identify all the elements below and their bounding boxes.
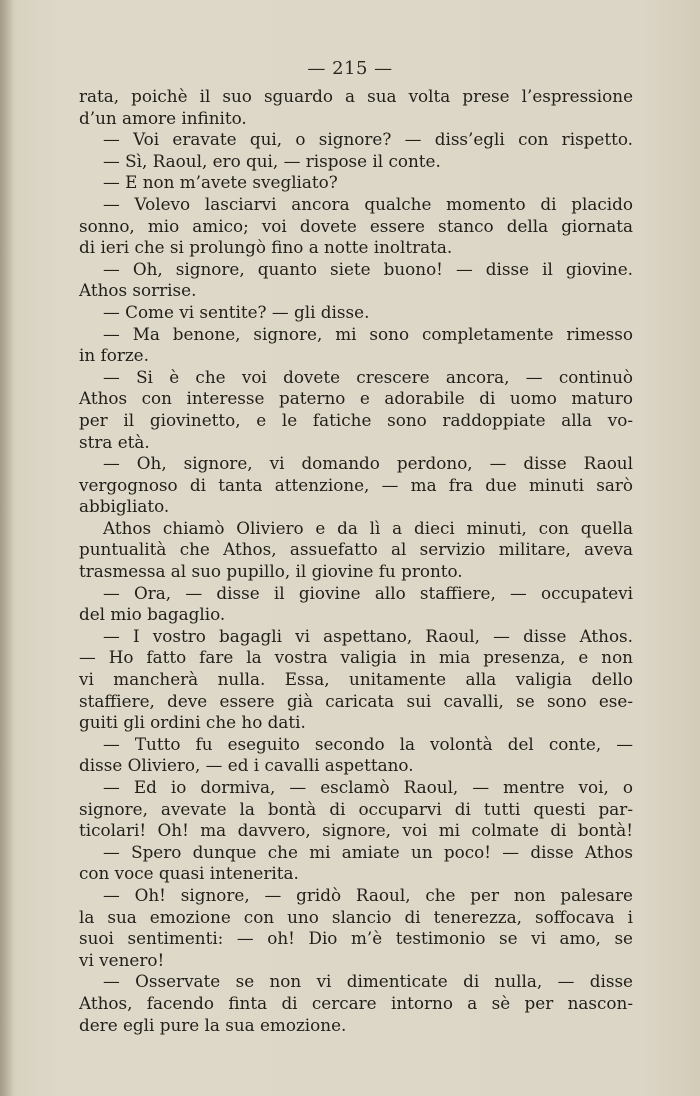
text-line: suoi sentimenti: — oh! Dio m’è testimonio se vi amo, se bbox=[79, 928, 633, 949]
text-line: puntualità che Athos, assuefatto al servizio militare, aveva bbox=[79, 539, 633, 560]
text-line: del mio bagaglio. bbox=[79, 604, 226, 625]
text-line: — Oh, signore, quanto siete buono! — disse il giovine. bbox=[103, 258, 633, 279]
text-line: ticolari! Oh! ma davvero, signore, voi mi colmate di bontà! bbox=[79, 820, 633, 841]
text-line: per il giovinetto, e le fatiche sono raddoppiate alla vo- bbox=[79, 409, 633, 430]
text-line: abbigliato. bbox=[79, 496, 170, 517]
text-line: vi venero! bbox=[79, 949, 165, 970]
text-line: di ieri che si prolungò fino a notte inoltrata. bbox=[79, 237, 453, 258]
text-line: — Spero dunque che mi amiate un poco! — disse Athos bbox=[103, 841, 633, 862]
text-line: — Sì, Raoul, ero qui, — rispose il conte. bbox=[103, 150, 441, 171]
text-line: disse Oliviero, — ed i cavalli aspettano. bbox=[79, 755, 414, 776]
text-line: — Come vi sentite? — gli disse. bbox=[103, 301, 370, 322]
text-line: — Tutto fu eseguito secondo la volontà del conte, — bbox=[103, 733, 633, 754]
text-line: con voce quasi intenerita. bbox=[79, 863, 299, 884]
page-spine-shadow bbox=[0, 0, 14, 1096]
text-line: stra età. bbox=[79, 431, 150, 452]
text-line: Athos chiamò Oliviero e da lì a dieci minuti, con quella bbox=[103, 517, 633, 538]
text-line: — E non m’avete svegliato? bbox=[103, 172, 338, 193]
page-body-text bbox=[79, 86, 633, 1036]
text-line: guiti gli ordini che ho dati. bbox=[79, 712, 306, 733]
text-line: la sua emozione con uno slancio di tenerezza, soffocava i bbox=[79, 906, 633, 927]
text-line: — Si è che voi dovete crescere ancora, — continuò bbox=[103, 366, 633, 387]
text-line: — Voi eravate qui, o signore? — diss’egli con rispetto. bbox=[103, 129, 633, 150]
text-line: — Osservate se non vi dimenticate di nulla, — disse bbox=[103, 971, 633, 992]
text-line: vi mancherà nulla. Essa, unitamente alla valigia dello bbox=[79, 669, 633, 690]
text-line: d’un amore infinito. bbox=[79, 107, 247, 128]
text-line: — Ho fatto fare la vostra valigia in mia presenza, e non bbox=[79, 647, 633, 668]
page-number: — 215 — bbox=[307, 58, 393, 79]
text-line: vergognoso di tanta attenzione, — ma fra due minuti sarò bbox=[79, 474, 633, 495]
text-line: — Oh, signore, vi domando perdono, — disse Raoul bbox=[103, 453, 633, 474]
text-line: Athos sorrise. bbox=[79, 280, 197, 301]
text-line: trasmessa al suo pupillo, il giovine fu pronto. bbox=[79, 561, 463, 582]
text-line: — Ma benone, signore, mi sono completamente rimesso bbox=[103, 323, 633, 344]
text-line: — Volevo lasciarvi ancora qualche momento di placido bbox=[103, 193, 633, 214]
text-line: Athos, facendo finta di cercare intorno a sè per nascon- bbox=[79, 992, 633, 1013]
text-line: dere egli pure la sua emozione. bbox=[79, 1014, 347, 1035]
text-line: Athos con interesse paterno e adorabile di uomo maturo bbox=[79, 388, 633, 409]
text-line: — Ora, — disse il giovine allo staffiere, — occupatevi bbox=[103, 582, 633, 603]
text-line: in forze. bbox=[79, 345, 149, 366]
text-line: — I vostro bagagli vi aspettano, Raoul, — disse Athos. bbox=[103, 625, 633, 646]
text-line: — Oh! signore, — gridò Raoul, che per non palesare bbox=[103, 884, 633, 905]
text-line: staffiere, deve essere già caricata sui cavalli, se sono ese- bbox=[79, 690, 633, 711]
text-line: rata, poichè il suo sguardo a sua volta prese l’espressione bbox=[79, 86, 633, 106]
text-line: — Ed io dormiva, — esclamò Raoul, — mentre voi, o bbox=[103, 777, 633, 797]
text-line: signore, avevate la bontà di occuparvi di tutti questi par- bbox=[79, 798, 633, 819]
text-line: sonno, mio amico; voi dovete essere stanco della giornata bbox=[79, 215, 633, 236]
